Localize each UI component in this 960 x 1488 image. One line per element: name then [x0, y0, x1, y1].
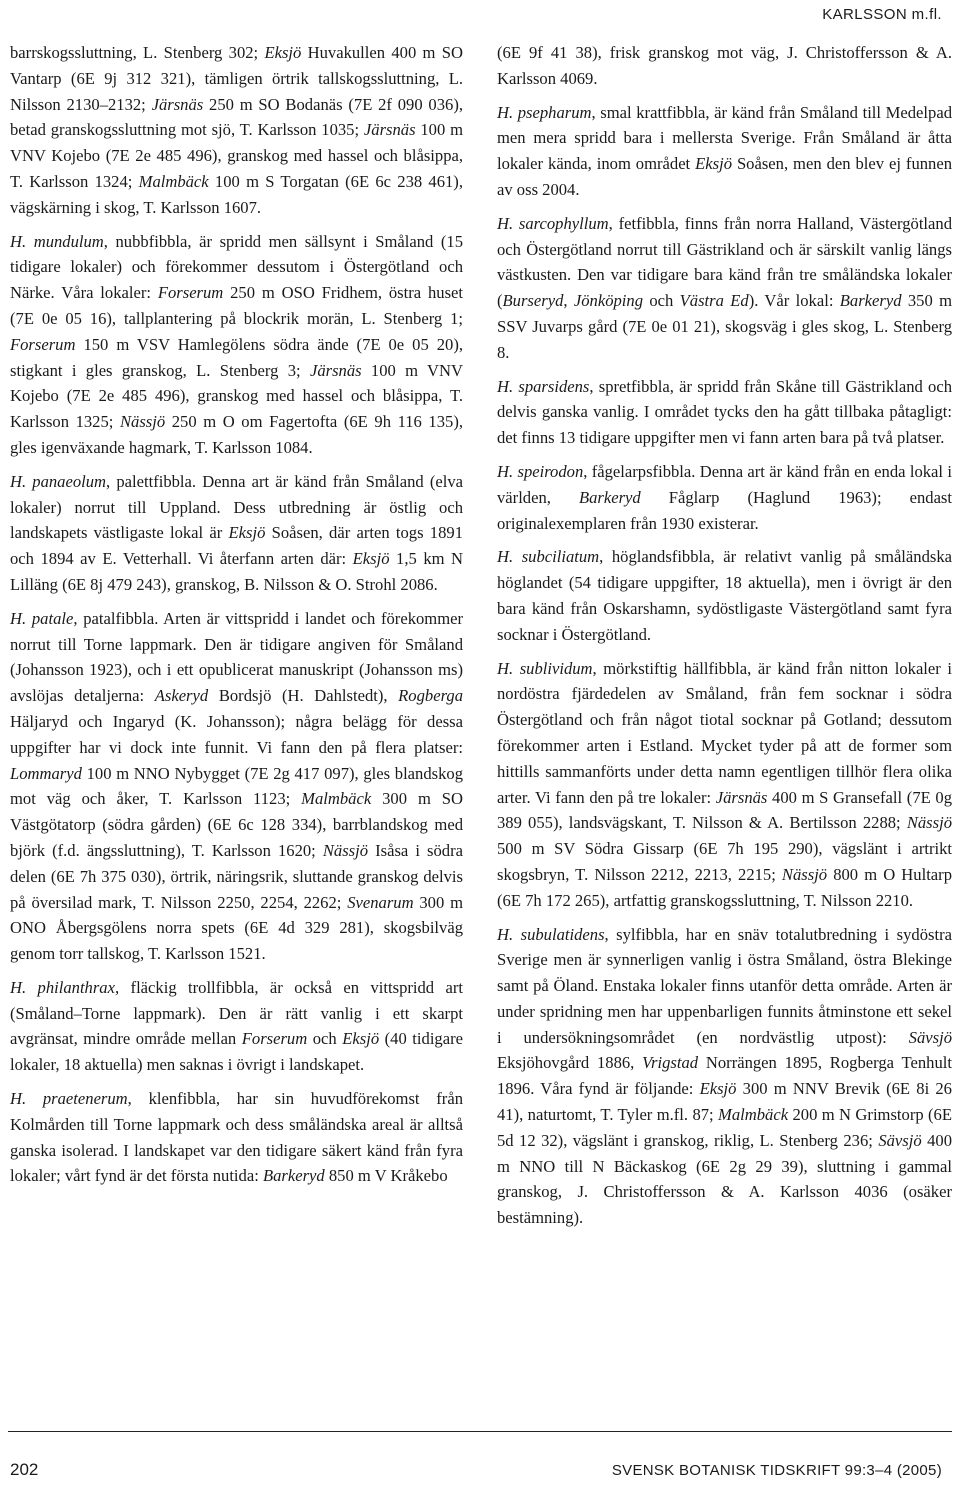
paragraph	[10, 229, 463, 461]
text-run: 1,5 km N Lilläng (6E 8j 479 243), granskog, B. Nilsson & O. Strohl 2086.	[10, 549, 464, 594]
italic-run: Sävsjö	[878, 1130, 922, 1150]
text-run: ). Vår lokal:	[748, 291, 840, 311]
italic-run: H. subulatidens	[497, 924, 605, 944]
paragraph	[497, 100, 952, 203]
text-run: barrskogssluttning, L. Stenberg 302;	[10, 43, 265, 62]
text-run: 350 m SSV Juvarps gård (7E 0e 01 21), skogsväg i gles skog, L. Stenberg 8.	[497, 291, 953, 362]
journal-footer: SVENSK BOTANISK TIDSKRIFT 99:3–4 (2005)	[611, 1462, 942, 1479]
text-run: 200 m N Grimstorp (6E 5d 12 32), vägslänt i granskog, riklig, L. Stenberg 236;	[497, 1105, 952, 1150]
italic-run: Barkeryd	[839, 291, 902, 311]
text-run: Eksjöhovgård 1886,	[497, 1053, 643, 1073]
paragraph	[497, 922, 952, 1232]
italic-run: H. sparsidens	[497, 376, 590, 396]
italic-run: Västra Ed	[679, 291, 749, 311]
italic-run: Forserum	[241, 1029, 308, 1049]
text-run: 100 m S Torgatan (6E 6c 238 461), vägskärning i skog, T. Karlsson 1607.	[10, 171, 463, 217]
text-run: , klenfibbla, har sin huvudförekomst från Kolmården till Torne lappmark och dess småländska areal är alltså ganska isolerad. I landskapet var den tidigare säkert känd från fyra lokaler; vårt fynd är det första nutida:	[10, 1089, 463, 1186]
italic-run: Eksjö	[264, 43, 302, 62]
text-run: 250 m OSO Fridhem, östra huset (7E 0e 05 16), tallplantering på blockrik morän, L. Stenberg 1;	[10, 283, 463, 328]
text-run: , spretfibbla, är spridd från Skåne till Gästrikland och delvis ganska vanlig. I området tycks den ha gått tillbaka påtagligt: det finns 13 tidigare uppgifter men vi fann arten bara på två platser.	[497, 376, 953, 448]
italic-run: H. philanthrax	[10, 977, 115, 997]
text-run: 300 m SO Västgötatorp (södra gården) (6E 6c 128 334), barrblandskog med björk (f.d. ängssluttning), T. Karlsson 1620;	[10, 789, 463, 860]
text-run: 400 m S Gransefall (7E 0g 389 055), landsvägskant, T. Nilsson & A. Bertilsson 2288;	[497, 787, 952, 833]
text-run: Häljaryd och Ingaryd (K. Johansson); några belägg för dessa uppgifter har vi dock inte funnit. Vi fann den på flera platser:	[10, 711, 463, 757]
text-run: 400 m NNO till N Bäckaskog (6E 2g 29 39), sluttning i gammal granskog, J. Christoffersson & A. Karlsson 4036 (osäker bestämning).	[497, 1130, 952, 1228]
italic-run: Malmbäck	[718, 1105, 789, 1125]
text-run: 250 m SO Bodanäs (7E 2f 090 036), betad granskogssluttning mot sjö, T. Karlsson 1035;	[10, 94, 463, 140]
paragraph	[497, 459, 952, 536]
italic-run: H. patale	[10, 608, 74, 628]
text-run: Norrängen 1895, Rogberga Tenhult 1896. Våra fynd är följande:	[497, 1053, 952, 1099]
text-run: , sylfibbla, har en snäv totalutbredning i sydöstra Sverige men är synnerligen vanlig i östra Småland, östra Blekinge samt på Öland. Enstaka lokaler finns utanför detta område. Arten är under spridning men har uppenbarligen funnits åtminstone ett sekel i undersökningsområdet (en nordvästlig utpost):	[497, 924, 952, 1047]
text-run: 100 m VNV Kojebo (7E 2e 485 496), granskog med hassel och blåsippa, T. Karlsson 1325;	[10, 360, 463, 432]
text-run: 850 m V Kråkebo	[324, 1166, 448, 1186]
text-run: 150 m VSV Hamlegölens södra ände (7E 0e 05 20), stigkant i gles granskog, L. Stenberg 3;	[10, 334, 463, 380]
italic-run: Jönköping	[573, 291, 643, 311]
text-run: 100 m NNO Nybygget (7E 2g 417 097), gles blandskog mot väg och åker, T. Karlsson 1123;	[10, 763, 463, 809]
paragraph	[497, 544, 952, 647]
footer-rule	[8, 1431, 952, 1432]
text-run: , patalfibbla. Arten är vittspridd i landet och förekommer norrut till Torne lappmark. Den är tidigare angiven för Småland (Johansson 1923), och i ett opublicerat manuskript (Johansson ms) avslöjas detaljerna:	[10, 608, 463, 706]
paragraph	[10, 469, 463, 598]
italic-run: Järsnäs	[151, 94, 204, 114]
text-run: , mörkstiftig hällfibbla, är känd från nitton lokaler i nordöstra fjärdedelen av Småland, från fem socknar i södra Östergötland och från något tiotal socknar på Gotland; dessutom förekommer arten i Estland. Mycket tyder på att de former som hittills sammanförts under detta namn egentligen tillhör flera olika arter. Vi fann den på tre lokaler:	[497, 658, 952, 807]
text-run: , nubbfibbla, är spridd men sällsynt i Småland (15 tidigare lokaler) och förekommer dessutom i Östergötland och Närke. Våra lokaler:	[10, 231, 464, 303]
text-run: 300 m NNV Brevik (6E 8i 26 41), naturtomt, T. Tyler m.fl. 87;	[497, 1079, 952, 1125]
italic-run: Svenarum	[347, 892, 414, 912]
italic-run: Askeryd	[154, 686, 209, 706]
right-column	[497, 40, 952, 1239]
text-run: , fläckig trollfibbla, är också en vittspridd art (Småland–Torne lappmark). Den är rätt vanlig i ett skarpt avgränsat, mindre område mellan	[10, 977, 464, 1049]
paragraph	[10, 40, 463, 221]
text-run: (40 tidigare lokaler, 18 aktuella) men saknas i övrigt i landskapet.	[10, 1029, 463, 1075]
text-run: Soåsen, där arten togs 1891 och 1894 av E. Vetterhall. Vi återfann arten där:	[10, 523, 463, 569]
italic-run: Nässjö	[906, 813, 952, 833]
italic-run: Forserum	[10, 334, 76, 354]
italic-run: Eksjö	[699, 1079, 737, 1099]
text-run: 250 m O om Fagertofta (6E 9h 116 135), gles igenväxande hagmark, T. Karlsson 1084.	[10, 412, 463, 457]
italic-run: H. mundulum	[10, 231, 104, 251]
italic-run: Barkeryd	[262, 1166, 325, 1186]
italic-run: Järsnäs	[309, 360, 362, 380]
text-run: Bordsjö (H. Dahlstedt),	[208, 686, 399, 706]
text-run: , fågelarpsfibbla. Denna art är känd från en enda lokal i världen,	[497, 461, 952, 507]
italic-run: Vrigstad	[642, 1053, 699, 1073]
italic-run: H. subciliatum	[497, 547, 600, 567]
italic-run: H. sarcophyllum	[497, 213, 609, 233]
text-run: Isåsa i södra delen (6E 7h 375 030), örtrik, näringsrik, sluttande granskog delvis på översilad mark, T. Nilsson 2250, 2254, 2262;	[10, 840, 463, 912]
text-run: 100 m VNV Kojebo (7E 2e 485 496), granskog med hassel och blåsippa, T. Karlsson 1324;	[10, 120, 463, 191]
italic-run: Sävsjö	[908, 1027, 952, 1047]
italic-run: H. praetenerum	[10, 1089, 128, 1109]
text-run: och	[307, 1029, 343, 1049]
italic-run: Nässjö	[119, 412, 166, 432]
text-run: 800 m O Hultarp (6E 7h 172 265), artfattig granskogssluttning, T. Nilsson 2210.	[497, 864, 952, 910]
paragraph	[10, 606, 463, 967]
paragraph	[10, 1086, 463, 1189]
text-run: , palettfibbla. Denna art är känd från Småland (elva lokaler) norrut till Uppland. Dess utbredning är östlig och landskapets västligaste lokal är	[10, 471, 463, 543]
italic-run: H. speirodon	[497, 461, 584, 481]
italic-run: Järsnäs	[715, 787, 768, 807]
italic-run: Burseryd	[502, 291, 564, 311]
italic-run: Nässjö	[781, 864, 828, 884]
italic-run: H. sublividum	[497, 658, 593, 678]
text-run: ,	[563, 291, 574, 311]
italic-run: Eksjö	[342, 1029, 380, 1049]
italic-run: Eksjö	[352, 549, 390, 569]
paragraph	[497, 211, 952, 366]
italic-run: H. psepharum	[497, 102, 592, 122]
text-run: Huvakullen 400 m SO Vantarp (6E 9j 312 321), tämligen örtrik tallskogssluttning, L. Nilsson 2130–2132;	[10, 43, 463, 114]
text-run: och	[643, 291, 680, 311]
text-run: 500 m SV Södra Gissarp (6E 7h 195 290), vägslänt i artrikt skogsbryn, T. Nilsson 2212, 2213, 2215;	[497, 839, 952, 884]
text-run: , smal krattfibbla, är känd från Småland till Medelpad men mera spridd bara i mellersta Sverige. Från Småland är åtta lokaler kända, inom området	[497, 102, 952, 174]
italic-run: Eksjö	[228, 523, 266, 543]
left-column	[10, 40, 463, 1197]
text-run: (6E 9f 41 38), frisk granskog mot väg, J. Christoffersson & A. Karlsson 4069.	[497, 43, 952, 88]
italic-run: H. panaeolum	[10, 471, 107, 491]
paragraph	[497, 656, 952, 914]
page-number: 202	[10, 1460, 39, 1479]
paragraph	[497, 374, 952, 451]
italic-run: Lommaryd	[10, 763, 82, 783]
italic-run: Malmbäck	[138, 171, 209, 191]
text-run: 300 m ONO Åbergsgölens norra spets (6E 4d 329 281), skogsbilväg genom torr tallskog, T. Karlsson 1521.	[10, 892, 463, 964]
text-run: , höglandsfibbla, är relativt vanlig på småländska höglandet (54 tidigare uppgifter, 18 aktuella), men i övrigt är den bara känd från Oskarshamn, sydöstligaste Västergötland samt fyra socknar i Östergötland.	[497, 547, 952, 644]
paragraph	[497, 40, 952, 92]
text-run: Fåglarp (Haglund 1963); endast originalexemplaren från 1930 existerar.	[497, 487, 953, 533]
italic-run: Malmbäck	[301, 789, 372, 809]
italic-run: Barkeryd	[578, 487, 641, 507]
italic-run: Forserum	[157, 283, 224, 303]
running-head: KARLSSON m.fl.	[822, 6, 942, 23]
text-run: , fetfibbla, finns från norra Halland, Västergötland och Östergötland norrut till Gästrikland och är särskilt vanlig längs västkusten. Den var tidigare bara känd från tre småländska lokaler (	[497, 213, 953, 311]
text-run: Soåsen, men den blev ej funnen av oss 2004.	[497, 154, 953, 199]
italic-run: Eksjö	[695, 154, 732, 174]
italic-run: Järsnäs	[363, 120, 416, 140]
paragraph	[10, 975, 463, 1078]
italic-run: Rogberga	[398, 686, 463, 706]
italic-run: Nässjö	[322, 840, 369, 860]
